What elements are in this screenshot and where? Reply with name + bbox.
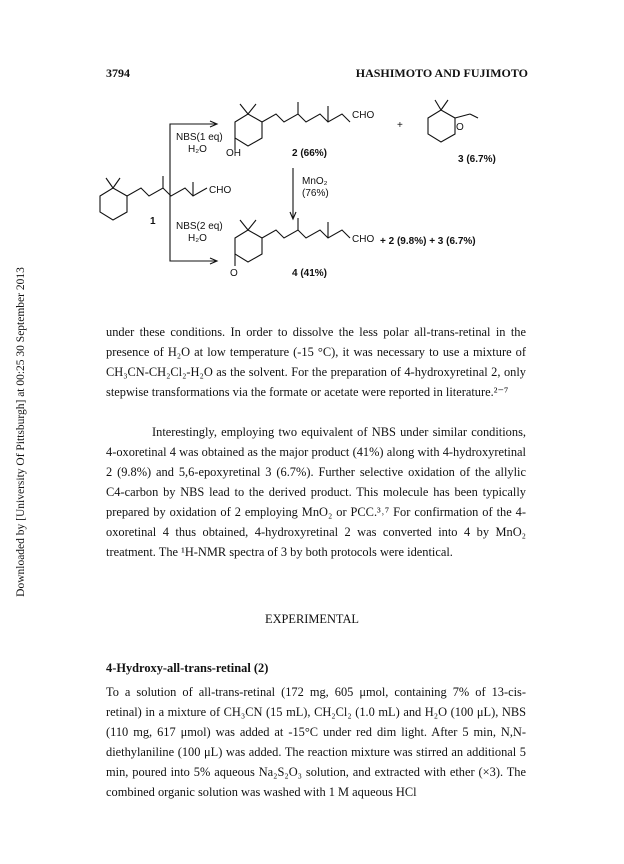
running-authors: HASHIMOTO AND FUJIMOTO [355,66,528,80]
paragraph-2: Interestingly, employing two equivalent of NBS under similar conditions, 4-oxoretinal 4 was obtained as the major product (41%) along with 4-hydroxyretinal 2 (9.8%) and 5,6-epoxyretinal 3 (6.7%). Further selective oxidation of the allylic C4-carbon by NBS lead to the derived product. This molecule has been typically prepared by oxidation of 2 employing MnO₂ or PCC.³˒⁷ For confirmation of the 4-oxoretinal 4 thus obtained, 4-hydroxyretinal 2 was converted into 4 by MnO₂ treatment. The ¹H-NMR spectra of 3 by both protocols were identical. [106,425,526,559]
reagent-water-1: H₂O [188,144,207,155]
product-2-structure [226,102,374,159]
paragraph-1: under these conditions. In order to dissolve the less polar all-trans-retinal in the presence of H₂O at low temperature (-15 °C), it was necessary to use a mixture of CH₃CN-CH₂Cl₂-H₂O as the solvent. For the preparation of 4-hydroxyretinal 2, only stepwise transformations via the formate or acetate were reported in literature.²⁻⁷ [106,325,526,399]
product-4-oxygen: O [230,268,238,279]
product-2-oh: OH [226,148,241,159]
subsection-title: 4-Hydroxy-all-trans-retinal (2) [106,661,269,675]
retinal-1-label: 1 [150,216,156,227]
download-watermark-text: Downloaded by [University Of Pittsburgh] at 00:25 30 September 2013 [15,267,27,597]
reagent-nbs-1eq: NBS(1 eq) [176,132,223,143]
page-number: 3794 [106,66,130,80]
paragraph-2-block [106,422,526,562]
reagent-nbs-2eq: NBS(2 eq) [176,221,223,232]
product-2-label: 2 (66%) [292,148,328,159]
product-3-structure [428,100,496,165]
minor-products: + 2 (9.8%) + 3 (6.7%) [380,236,476,247]
product-4-structure [230,218,374,279]
paragraph-3: To a solution of all-trans-retinal (172 mg, 605 μmol, containing 7% of 13-cis-retinal) in a mixture of CH₃CN (15 mL), CH₂Cl₂ (1.0 mL) and H₂O (100 μL), NBS (110 mg, 617 μmol) was added at -15°C under red dim light. After 5 min, N,N-diethylaniline (100 μL) was added. The reaction mixture was stirred an additional 5 min, poured into 5% aqueous Na₂S₂O₃ solution, and extracted with ether (×3). The combined organic solution was washed with 1 M aqueous HCl [106,685,526,799]
section-title: EXPERIMENTAL [265,612,359,626]
plus-sign-1: + [397,120,403,131]
retinal-1-cho: CHO [209,185,232,196]
product-3-oxygen: O [456,122,464,133]
product-3-label: 3 (6.7%) [458,154,496,165]
reagent-water-2: H₂O [188,233,207,244]
reaction-scheme [80,96,550,296]
retinal-1-structure [100,176,231,227]
mno2-reagent: MnO₂ [302,176,328,187]
download-watermark [0,0,40,864]
product-4-label: 4 (41%) [292,268,328,279]
product-4-cho: CHO [352,234,375,245]
paragraph-3-block [106,682,526,802]
product-2-cho: CHO [352,110,375,121]
mno2-yield: (76%) [302,188,329,199]
paragraph-1-block [106,322,526,402]
